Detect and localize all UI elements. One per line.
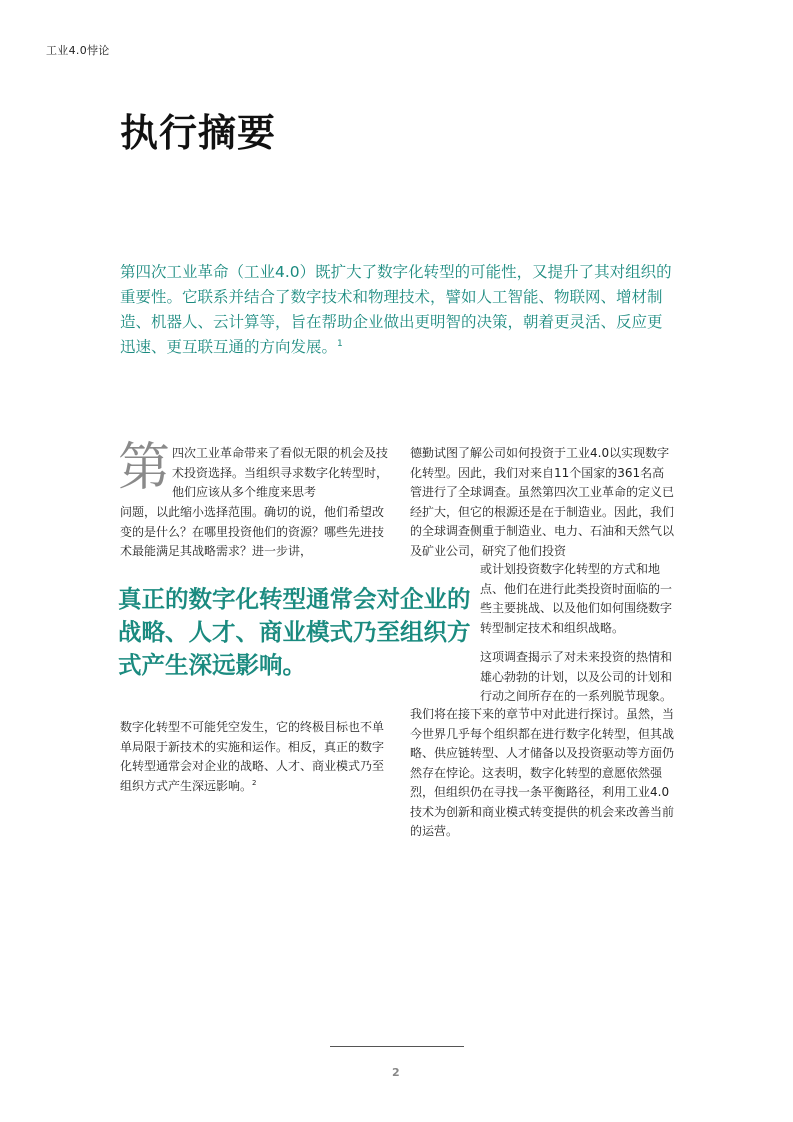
left-para2 (120, 718, 388, 796)
pull-quote: 真正的数字化转型通常会对企业的战略、人才、商业模式乃至组织方式产生深远影响。 (118, 585, 471, 679)
left-para1-continued: 问题，以此缩小选择范围。确切的说，他们希望改变的是什么？在哪里投资他们的资源？哪些先进技术最能满足其战略需求？进一步讲， (120, 505, 385, 558)
left-para2-footnote-ref: 2 (252, 778, 257, 787)
right-para3: 我们将在接下来的章节中对此进行探讨。虽然，当今世界几乎每个组织都在进行数字化转型，但其战略、供应链转型、人才储备以及投资驱动等方面仍然存在悖论。这表明，数字化转型的意愿依然强烈，但组织仍在寻找一条平衡路径，利用工业4.0技术为创新和商业模式转变提供的机会来改善当前的运营。 (410, 707, 675, 838)
left-para2-text: 数字化转型不可能凭空发生，它的终极目标也不单单局限于新技术的实施和运作。相反，真正的数字化转型通常会对企业的战略、人才、商业模式乃至组织方式产生深远影响。 (120, 720, 385, 793)
page-number: 2 (392, 1066, 400, 1079)
intro-footnote-ref: 1 (337, 338, 343, 349)
right-para1: 德勤试图了解公司如何投资于工业4.0以实现数字化转型。因此，我们对来自11个国家的361名高管进行了全球调查。虽然第四次工业革命的定义已经扩大，但它的根源还是在于制造业。因此，我们的全球调查侧重于制造业、电力、石油和天然气以及矿业公司，研究了他们投资 (410, 446, 675, 558)
right-para2: 这项调查揭示了对未来投资的热情和雄心勃勃的计划，以及公司的计划和行动之间所存在的一系列脱节现象。 (480, 650, 673, 703)
page-title: 执行摘要 (120, 111, 277, 155)
footer-rule (330, 1046, 464, 1047)
running-header: 工业4.0悖论 (46, 44, 110, 57)
left-para1-wrapped: 四次工业革命带来了看似无限的机会及技术投资选择。当组织寻求数字化转型时，他们应该从多个维度来思考 (172, 446, 389, 499)
right-para1-continued: 或计划投资数字化转型的方式和地点、他们在进行此类投资时面临的一些主要挑战、以及他们如何围绕数字转型制定技术和组织战略。 (480, 562, 673, 635)
intro-paragraph (120, 260, 675, 360)
drop-cap: 第 (118, 438, 171, 498)
intro-text: 第四次工业革命（工业4.0）既扩大了数字化转型的可能性，又提升了其对组织的重要性。它联系并结合了数字技术和物理技术，譬如人工智能、物联网、增材制造、机器人、云计算等，旨在帮助企业做出更明智的决策，朝着更灵活、反应更迅速、更互联互通的方向发展。 (120, 263, 672, 356)
